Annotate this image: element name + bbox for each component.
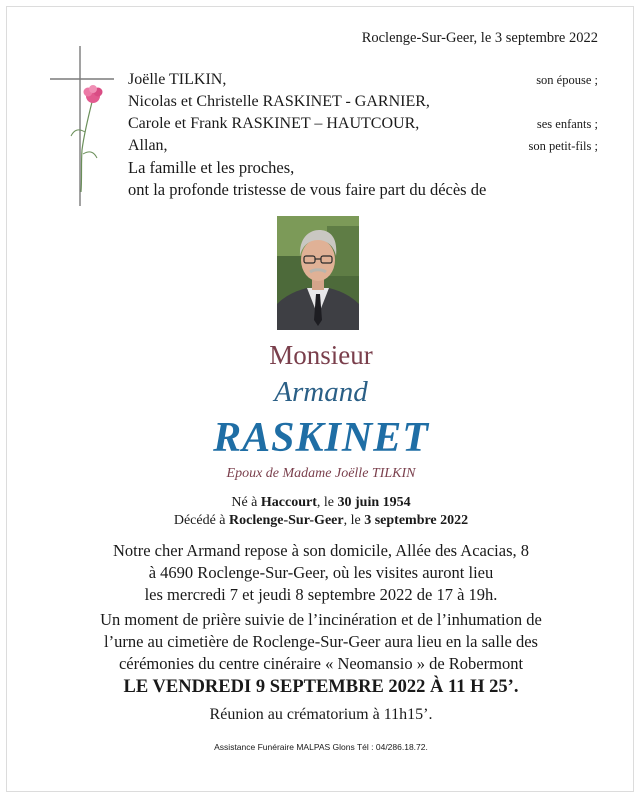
death-place: Roclenge-Sur-Geer [229,513,344,528]
birth-prefix: Né à [231,495,261,510]
family-role: ses enfants ; [536,117,598,131]
visitation-paragraph [0,540,642,606]
spouse-line: Epoux de Madame Joëlle TILKIN [226,466,416,481]
place-date: Roclenge-Sur-Geer, le 3 septembre 2022 [361,30,598,46]
birth-line [0,494,642,512]
deceased-last-name: RASKINET [213,415,429,461]
family-name: Allan, [128,137,168,154]
family-role: son épouse ; [536,73,598,87]
ceremony-line: Un moment de prière suivie de l’incinération et de l’inhumation de [100,610,542,629]
reunion-line: Réunion au crématorium à 11h15’. [209,706,433,723]
birth-place: Haccourt [260,495,317,510]
announcement-line: La famille et les proches, [128,158,295,177]
death-line [0,512,642,530]
family-name: Joëlle TILKIN, [128,71,227,88]
family-row [128,135,598,157]
birth-date: 30 juin 1954 [337,495,411,510]
birth-death-info [0,494,642,530]
birth-mid: , le [316,495,338,510]
cross-with-carnation-icon [48,46,118,206]
family-row [128,113,598,135]
funeral-home-footer: Assistance Funéraire MALPAS Glons Tél : 04/286.18.72. [214,742,428,752]
portrait-photo [277,216,359,330]
family-name: Nicolas et Christelle RASKINET - GARNIER, [128,93,430,110]
death-mid: , le [343,513,365,528]
announcement [128,157,486,201]
visitation-line: Notre cher Armand repose à son domicile, Allée des Acacias, 8 [112,541,530,560]
family-row [128,69,598,91]
ceremony-line: cérémonies du centre cinéraire « Neomansio » de Robermont [118,654,524,673]
death-date: 3 septembre 2022 [364,513,469,528]
visitation-line: les mercredi 7 et jeudi 8 septembre 2022 de 17 à 19h. [144,585,498,604]
ceremony-line: l’urne au cimetière de Roclenge-Sur-Geer aura lieu en la salle des [104,632,538,651]
family-row [128,91,598,113]
deceased-title: Monsieur [269,340,373,370]
ceremony-paragraph [0,609,642,675]
family-name: Carole et Frank RASKINET – HAUTCOUR, [128,115,420,132]
visitation-line: à 4690 Roclenge-Sur-Geer, où les visites auront lieu [148,563,494,582]
death-prefix: Décédé à [173,513,230,528]
deceased-first-name: Armand [274,376,368,408]
family-list [128,69,598,157]
announcement-line: ont la profonde tristesse de vous faire part du décès de [128,180,487,199]
ceremony-date: LE VENDREDI 9 SEPTEMBRE 2022 À 11 H 25’. [123,677,519,697]
family-role: son petit-fils ; [528,139,598,153]
